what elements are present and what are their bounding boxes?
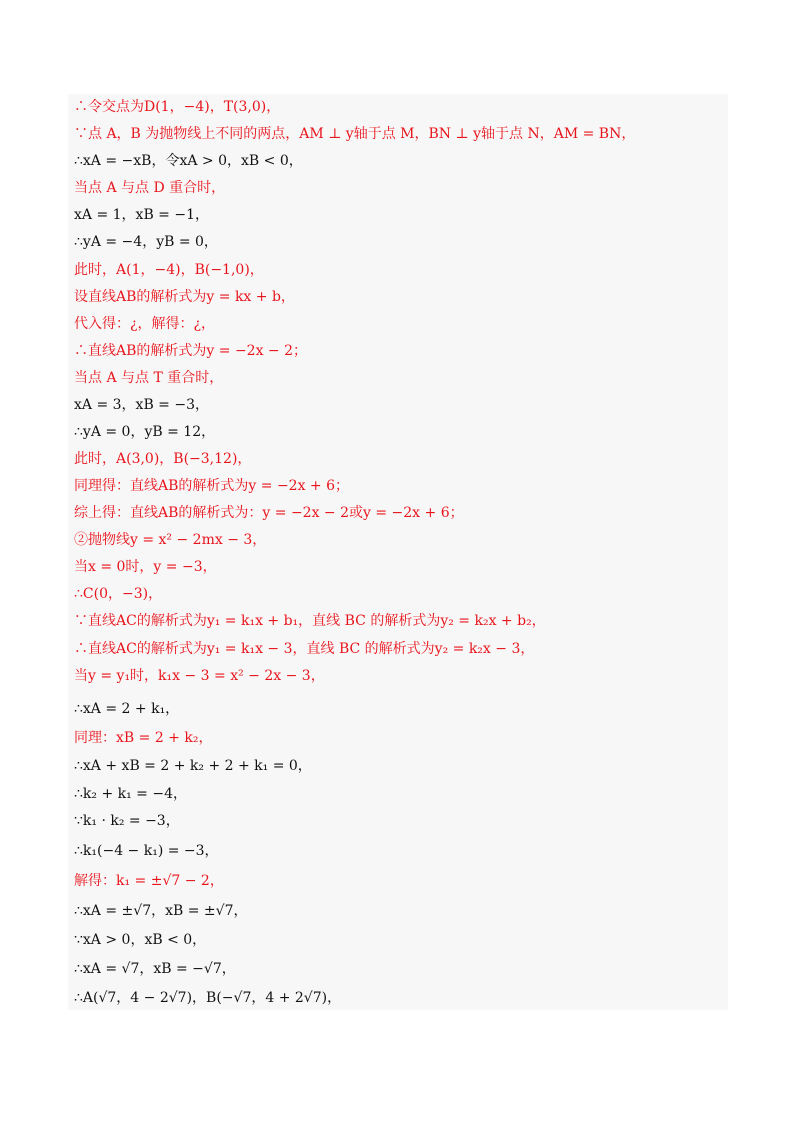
solution-line: ∴xA = 2 + k₁， (74, 701, 180, 717)
solution-line: 此时，A(3,0)，B(−3,12)， (74, 451, 252, 467)
solution-line: ②抛物线y = x² − 2mx − 3， (74, 532, 267, 548)
solution-line: 代入得：¿，解得：¿， (74, 316, 216, 332)
solution-line: ∴A(√7，4 − 2√7)，B(−√7，4 + 2√7)， (74, 990, 342, 1006)
solution-line: ∴直线AC的解析式为y₁ = k₁x − 3，直线 BC 的解析式为y₂ = k₂x − 3， (74, 641, 535, 657)
solution-line: xA = 3，xB = −3， (74, 397, 209, 413)
solution-line: ∵xA > 0，xB < 0， (74, 932, 207, 948)
solution-line: ∴xA + xB = 2 + k₂ + 2 + k₁ = 0， (74, 758, 312, 774)
solution-line: ∴k₂ + k₁ = −4， (74, 786, 187, 802)
solution-line: 当y = y₁时，k₁x − 3 = x² − 2x − 3， (74, 668, 325, 684)
solution-line: 当点 A 与点 D 重合时， (74, 180, 226, 196)
solution-line: ∵点 A，B 为抛物线上不同的两点，AM ⊥ y轴于点 M，BN ⊥ y轴于点 N，AM = BN， (74, 126, 636, 142)
solution-line: 当x = 0时，y = −3， (74, 559, 217, 575)
solution-line: ∴C(0，−3)， (74, 586, 163, 602)
solution-line: 此时，A(1，−4)，B(−1,0)， (74, 262, 264, 278)
solution-line: ∴xA = ±√7，xB = ±√7， (74, 903, 248, 919)
solution-line: ∴xA = −xB，令xA > 0，xB < 0， (74, 153, 303, 169)
solution-line: ∴xA = √7，xB = −√7， (74, 961, 236, 977)
solution-line: ∴yA = −4，yB = 0， (74, 234, 218, 250)
solution-line: ∵k₁ · k₂ = −3， (74, 813, 180, 829)
solution-line: 综上得：直线AB的解析式为：y = −2x − 2或y = −2x + 6； (74, 505, 464, 521)
solution-line: 同理：xB = 2 + k₂， (74, 730, 213, 746)
solution-line: 解得：k₁ = ±√7 − 2， (74, 873, 224, 889)
solution-line: 设直线AB的解析式为y = kx + b， (74, 289, 295, 305)
solution-line: 当点 A 与点 T 重合时， (74, 370, 224, 386)
solution-line: ∴k₁(−4 − k₁) = −3， (74, 843, 219, 859)
solution-line: 同理得：直线AB的解析式为y = −2x + 6； (74, 478, 350, 494)
solution-line: xA = 1，xB = −1， (74, 207, 209, 223)
solution-line: ∴令交点为D(1，−4)，T(3,0)， (74, 99, 281, 115)
solution-line: ∴直线AB的解析式为y = −2x − 2； (74, 343, 308, 359)
solution-line: ∵直线AC的解析式为y₁ = k₁x + b₁，直线 BC 的解析式为y₂ = k₂x + b₂， (74, 613, 546, 629)
solution-line: ∴yA = 0，yB = 12， (74, 424, 216, 440)
